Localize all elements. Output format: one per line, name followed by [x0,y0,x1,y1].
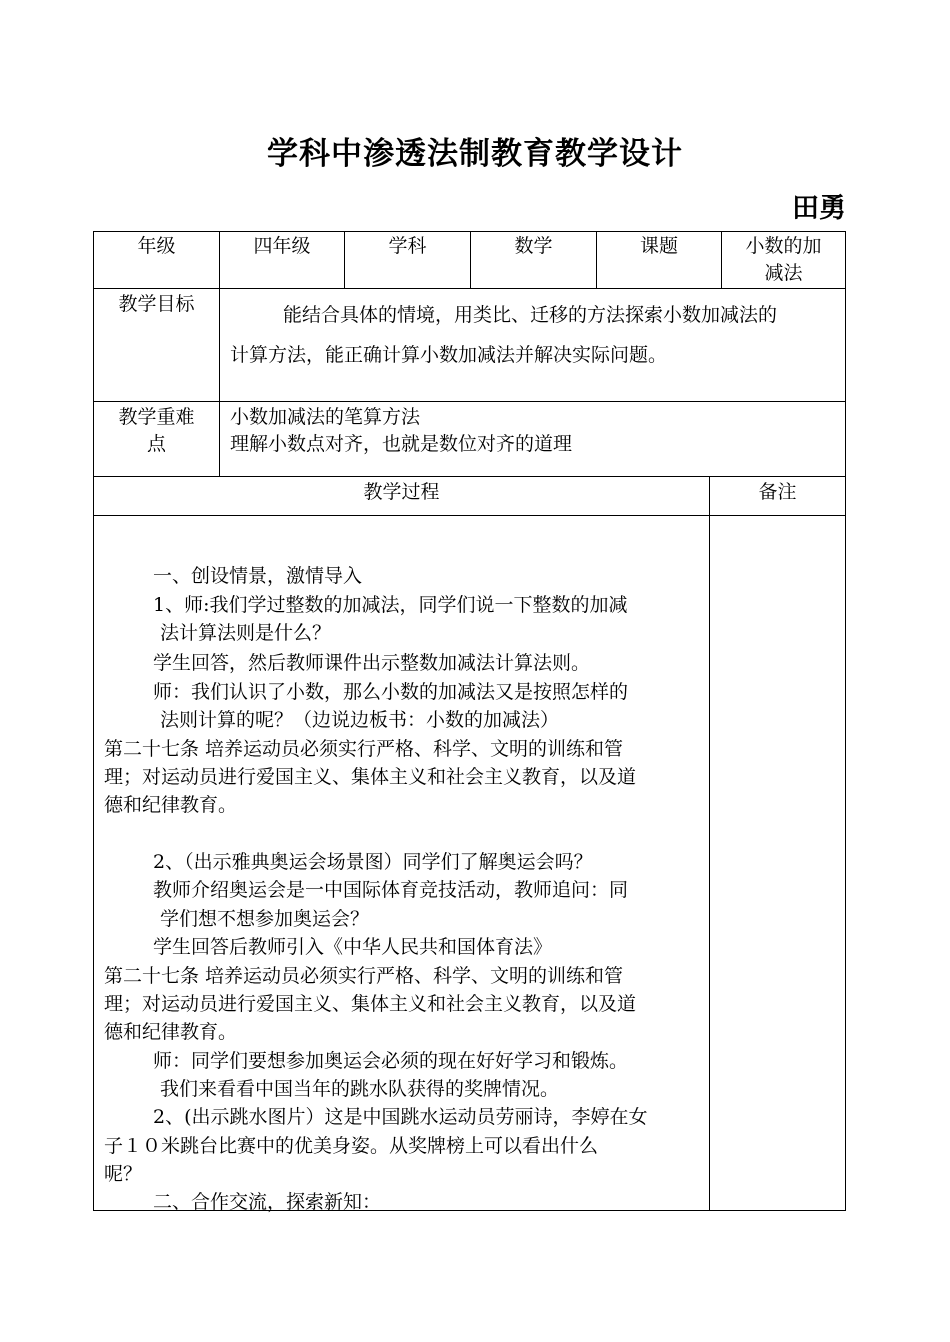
process-line: 2、（出示雅典奥运会场景图）同学们了解奥运会吗？ [153,851,593,873]
key-points-text-line: 理解小数点对齐，也就是数位对齐的道理 [230,433,573,455]
process-line: 1、师:我们学过整数的加减法，同学们说一下整数的加减 [153,594,628,616]
notes-header: 备注 [758,481,797,503]
key-points-label-line: 教学重难 [118,406,195,428]
process-line: 第二十七条 培养运动员必须实行严格、科学、文明的训练和管 [104,738,624,760]
subject-label: 学科 [388,235,427,257]
process-line: 师：我们认识了小数，那么小数的加减法又是按照怎样的 [153,681,629,703]
objectives-text-line: 能结合具体的情境，用类比、迁移的方法探索小数加减法的 [283,304,778,326]
process-line: 德和纪律教育。 [104,794,238,816]
key-points-label-line: 点 [146,433,166,455]
row-divider [94,288,845,289]
topic-value-line: 小数的加 [745,235,822,257]
process-line: 法则计算的呢？（边说边板书：小数的加减法） [160,709,560,731]
process-line: 学们想不想参加奥运会？ [160,908,370,930]
process-line: 师：同学们要想参加奥运会必须的现在好好学习和锻炼。 [153,1050,629,1072]
author-name: 田勇 [792,193,846,224]
topic-label: 课题 [639,235,678,257]
process-line: 教师介绍奥运会是一中国际体育竞技活动，教师追问：同 [153,879,629,901]
process-line: 第二十七条 培养运动员必须实行严格、科学、文明的训练和管 [104,965,624,987]
objectives-text-line: 计算方法，能正确计算小数加减法并解决实际问题。 [230,344,668,366]
process-line: 德和纪律教育。 [104,1021,238,1043]
objectives-label: 教学目标 [118,293,195,315]
process-header: 教学过程 [363,481,440,503]
process-line: 理；对运动员进行爱国主义、集体主义和社会主义教育，以及道 [104,993,637,1015]
process-line: 呢？ [104,1163,143,1185]
row-divider [94,476,845,477]
process-line: 理；对运动员进行爱国主义、集体主义和社会主义教育，以及道 [104,766,637,788]
key-points-text-line: 小数加减法的笔算方法 [230,406,421,428]
process-line: 学生回答，然后教师课件出示整数加减法计算法则。 [153,652,591,674]
key-points-label [94,404,219,458]
topic-value [722,233,845,287]
lesson-plan-table [93,231,846,1211]
grade-label: 年级 [137,235,176,257]
grade-value: 四年级 [253,235,311,257]
row-divider [94,401,845,402]
col-divider [709,476,710,1210]
process-line: 2、(出示跳水图片）这是中国跳水运动员劳丽诗，李婷在女 [153,1106,648,1128]
process-line: 二、合作交流，探索新知： [153,1191,382,1213]
process-line: 一、创设情景，激情导入 [153,565,363,587]
document-title: 学科中渗透法制教育教学设计 [267,136,683,172]
process-line: 子１０米跳台比赛中的优美身姿。从奖牌榜上可以看出什么 [104,1135,599,1157]
row-divider [94,515,845,516]
col-divider [219,232,220,476]
subject-value: 数学 [514,235,553,257]
topic-value-line: 减法 [764,262,803,284]
process-line: 我们来看看中国当年的跳水队获得的奖牌情况。 [160,1078,560,1100]
process-line: 法计算法则是什么？ [160,622,332,644]
process-line: 学生回答后教师引入《中华人民共和国体育法》 [153,936,553,958]
